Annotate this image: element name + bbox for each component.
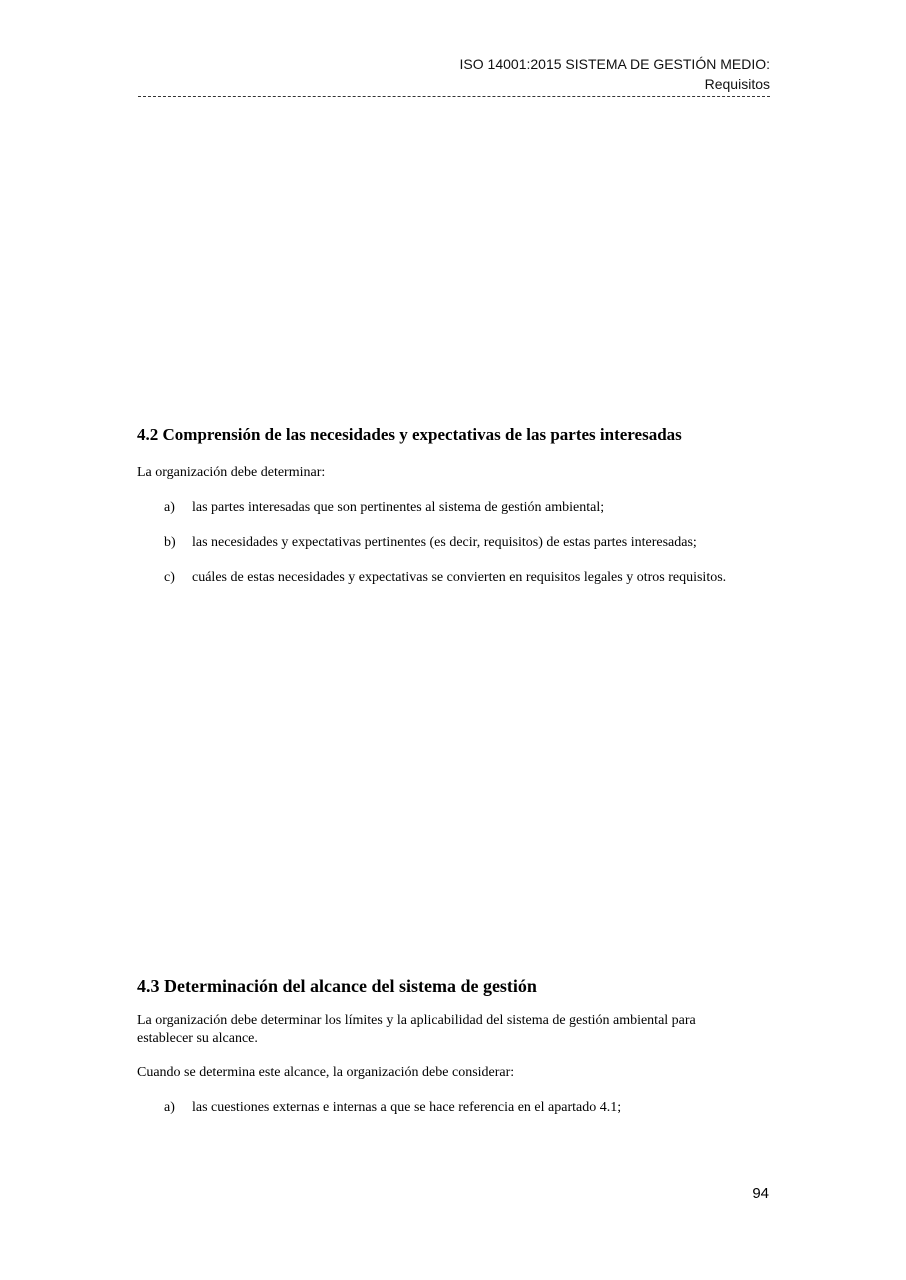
page-number: 94 xyxy=(752,1185,769,1202)
list-marker: a) xyxy=(164,1100,175,1115)
section-4-3 xyxy=(137,975,777,997)
header-subtitle: Requisitos xyxy=(704,76,770,92)
section-4-2-title: 4.2 Comprensión de las necesidades y expectativas de las partes interesadas xyxy=(137,425,682,444)
list-marker: c) xyxy=(164,570,175,585)
section-4-2-list xyxy=(137,499,777,517)
list-item xyxy=(137,569,777,587)
section-4-2-list-c xyxy=(137,569,777,587)
list-item-text: las partes interesadas que son pertinentes al sistema de gestión ambiental; xyxy=(192,500,605,515)
section-4-3-para1-line1: La organización debe determinar los límites y la aplicabilidad del sistema de gestión ambiental para xyxy=(137,1013,696,1028)
page-header xyxy=(138,54,770,94)
list-marker: a) xyxy=(164,500,175,515)
list-item-text: cuáles de estas necesidades y expectativas se convierten en requisitos legales y otros requisitos. xyxy=(192,570,727,585)
list-item xyxy=(137,534,777,552)
header-divider xyxy=(138,96,770,97)
list-item xyxy=(137,499,777,517)
section-4-2-list-b xyxy=(137,534,777,552)
list-item-text: las necesidades y expectativas pertinentes (es decir, requisitos) de estas partes interesadas; xyxy=(192,535,697,550)
section-4-3-title: 4.3 Determinación del alcance del sistema de gestión xyxy=(137,976,537,996)
section-4-3-para1 xyxy=(137,1012,777,1048)
section-4-3-para2-block xyxy=(137,1064,777,1082)
section-4-2-intro: La organización debe determinar: xyxy=(137,465,326,480)
section-4-2 xyxy=(137,424,777,446)
list-marker: b) xyxy=(164,535,176,550)
header-title: ISO 14001:2015 SISTEMA DE GESTIÓN MEDIO: xyxy=(459,56,770,72)
list-item xyxy=(137,1099,777,1117)
list-item-text: las cuestiones externas e internas a que se hace referencia en el apartado 4.1; xyxy=(192,1100,622,1115)
section-4-3-para2: Cuando se determina este alcance, la organización debe considerar: xyxy=(137,1065,515,1080)
section-4-3-list xyxy=(137,1099,777,1117)
section-4-3-para1-line2: establecer su alcance. xyxy=(137,1031,258,1046)
section-4-2-intro-block xyxy=(137,464,777,482)
